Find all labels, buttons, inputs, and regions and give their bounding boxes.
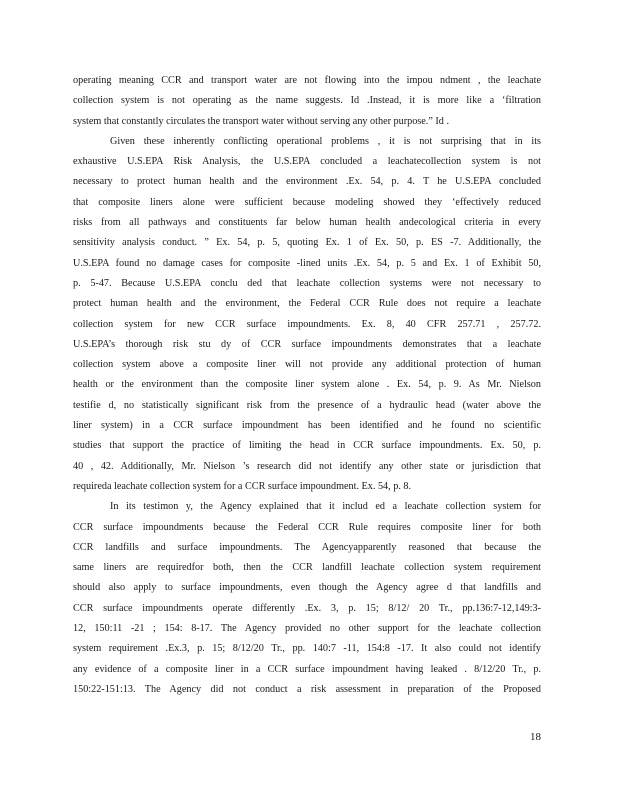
text-line: system that constantly circulates the transport water without serving any other purpose.” Id . (73, 115, 449, 127)
text-line: system requirement .Ex.3, p. 15; 8/12/20 Tr., pp. 140:7 -11, 154:8 -17. It also could not identify (73, 643, 541, 655)
text-line: collection system is not operating as the name suggests. Id .Instead, it is more like a ‘filtration (73, 95, 541, 107)
text-line: operating meaning CCR and transport water are not flowing into the impou ndment , the leachate (73, 75, 541, 86)
paragraph-first-line: In its testimon y, the Agency explained that it includ ed a leachate collection system for (110, 501, 541, 513)
text-line: same liners are requiredfor both, then the CCR landfill leachate collection system requirement (73, 562, 541, 574)
text-line: health or the environment than the composite liner system alone . Ex. 54, p. 9. As Mr. Nielson (73, 379, 541, 391)
document-body (73, 71, 541, 700)
text-line: 150:22-151:13. The Agency did not conduct a risk assessment in preparation of the Proposed (73, 683, 541, 695)
text-line: U.S.EPA found no damage cases for composite -lined units .Ex. 54, p. 5 and Ex. 1 of Exhibit 50, (73, 257, 541, 269)
text-line: CCR surface impoundments operate differently .Ex. 3, p. 15; 8/12/ 20 Tr., pp.136:7-12,149:3- (73, 602, 541, 614)
text-line: U.S.EPA’s thorough risk stu dy of CCR surface impoundments demonstrates that a leachate (73, 338, 541, 350)
text-line: studies that support the practice of limiting the head in CCR surface impoundments. Ex. 50, p. (73, 440, 541, 452)
text-line: CCR surface impoundments because the Federal CCR Rule requires composite liner for both (73, 521, 541, 533)
text-line: liner system) in a CCR surface impoundment has been identified and he found no scientific (73, 420, 541, 432)
text-line: collection system above a composite liner will not provide any additional protection of human (73, 359, 541, 371)
paragraph-first-line: Given these inherently conflicting operational problems , it is not surprising that in its (110, 135, 541, 147)
text-line: protect human health and the environment, the Federal CCR Rule does not require a leachate (73, 298, 541, 310)
text-line: collection system for new CCR surface impoundments. Ex. 8, 40 CFR 257.71 , 257.72. (73, 318, 541, 330)
text-line: p. 5-47. Because U.S.EPA conclu ded that leachate collection systems were not necessary to (73, 277, 541, 289)
text-line: necessary to protect human health and the environment .Ex. 54, p. 4. T he U.S.EPA concluded (73, 176, 541, 188)
text-line: requireda leachate collection system for a CCR surface impoundment. Ex. 54, p. 8. (73, 480, 412, 492)
text-line: 12, 150:11 -21 ; 154: 8-17. The Agency provided no other support for the leachate collection (73, 623, 541, 635)
text-line: risks from all pathways and constituents far below human health andecological criteria in every (73, 217, 541, 229)
text-line: CCR landfills and surface impoundments. The Agencyapparently reasoned that because the (73, 541, 541, 553)
text-line: sensitivity analysis conduct. ” Ex. 54, p. 5, quoting Ex. 1 of Ex. 50, p. ES -7. Additionally, the (73, 237, 541, 249)
text-line: any evidence of a composite liner in a CCR surface impoundment having leaked . 8/12/20 Tr., p. (73, 663, 541, 675)
text-line: 40 , 42. Additionally, Mr. Nielson ’s research did not identify any other state or jurisdiction that (73, 460, 541, 472)
text-line: that composite liners alone were sufficient because modeling showed they ‘effectively reduced (73, 196, 541, 208)
page-number: 18 (530, 731, 541, 743)
text-line: testifie d, no statistically significant risk from the presence of a hydraulic head (water above the (73, 399, 541, 411)
text-line: should also apply to surface impoundments, even though the Agency agree d that landfills and (73, 582, 541, 594)
text-line: exhaustive U.S.EPA Risk Analysis, the U.S.EPA concluded a leachatecollection system is not (73, 156, 541, 168)
